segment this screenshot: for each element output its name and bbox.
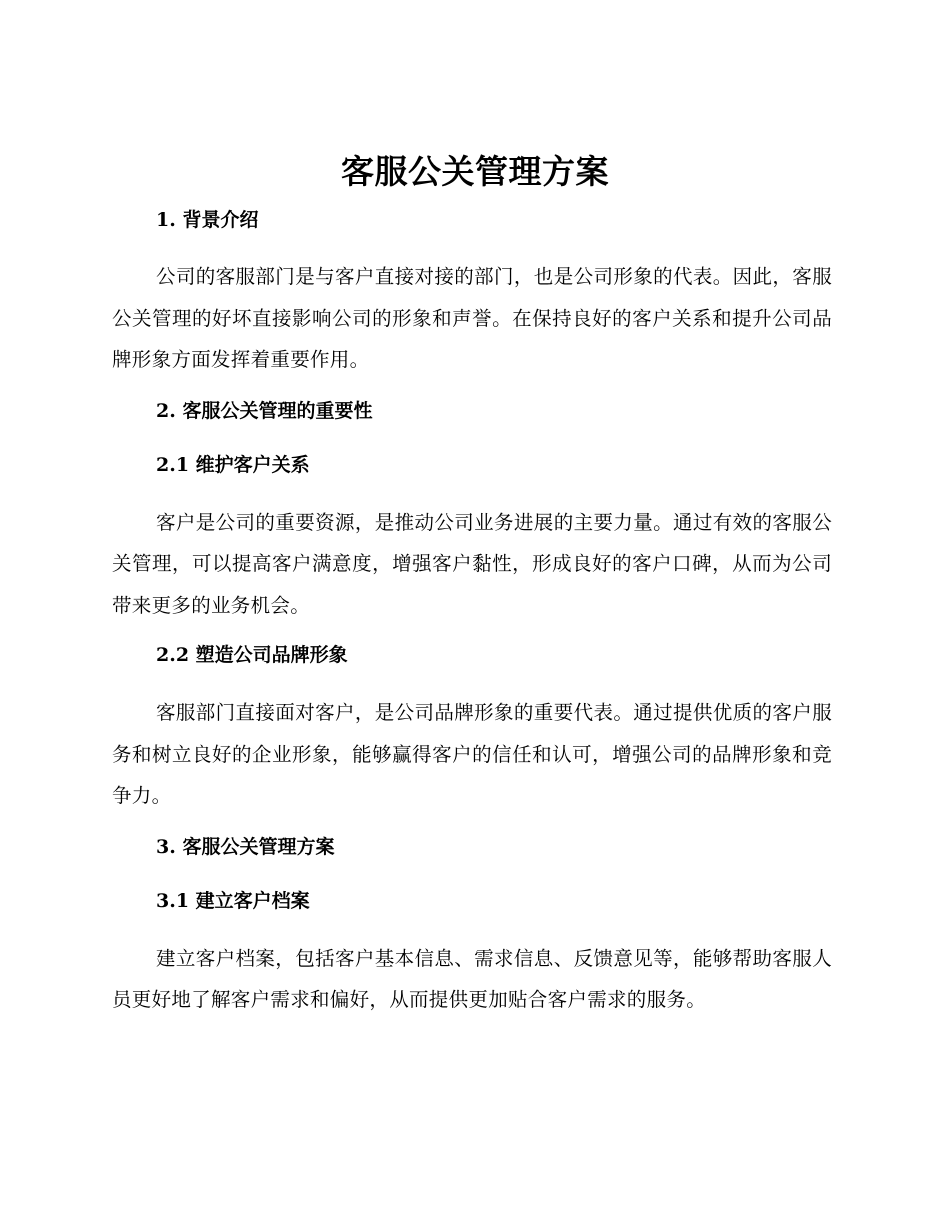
- document-body: [112, 203, 832, 1021]
- paragraph-background: 公司的客服部门是与客户直接对接的部门，也是公司形象的代表。因此，客服公关管理的好坏直接影响公司的形象和声誉。在保持良好的客户关系和提升公司品牌形象方面发挥着重要作用。: [112, 265, 832, 371]
- paragraph-customer-files: 建立客户档案，包括客户基本信息、需求信息、反馈意见等，能够帮助客服人员更好地了解客户需求和偏好，从而提供更加贴合客户需求的服务。: [112, 946, 832, 1011]
- section-heading-background: 1. 背景介绍: [156, 209, 259, 231]
- section-heading-plan: 3. 客服公关管理方案: [156, 835, 335, 858]
- paragraph-customer-relations: 客户是公司的重要资源，是推动公司业务进展的主要力量。通过有效的客服公关管理，可以提高客户满意度，增强客户黏性，形成良好的客户口碑，从而为公司带来更多的业务机会。: [112, 510, 832, 617]
- subsection-heading-customer-files: 3.1 建立客户档案: [156, 889, 310, 912]
- subsection-heading-customer-relations: 2.1 维护客户关系: [156, 453, 310, 476]
- paragraph-brand-image: 客服部门直接面对客户，是公司品牌形象的重要代表。通过提供优质的客户服务和树立良好的企业形象，能够赢得客户的信任和认可，增强公司的品牌形象和竞争力。: [112, 701, 832, 807]
- document-title: 客服公关管理方案: [341, 152, 609, 191]
- section-heading-importance: 2. 客服公关管理的重要性: [156, 399, 373, 422]
- subsection-heading-brand-image: 2.2 塑造公司品牌形象: [156, 644, 348, 666]
